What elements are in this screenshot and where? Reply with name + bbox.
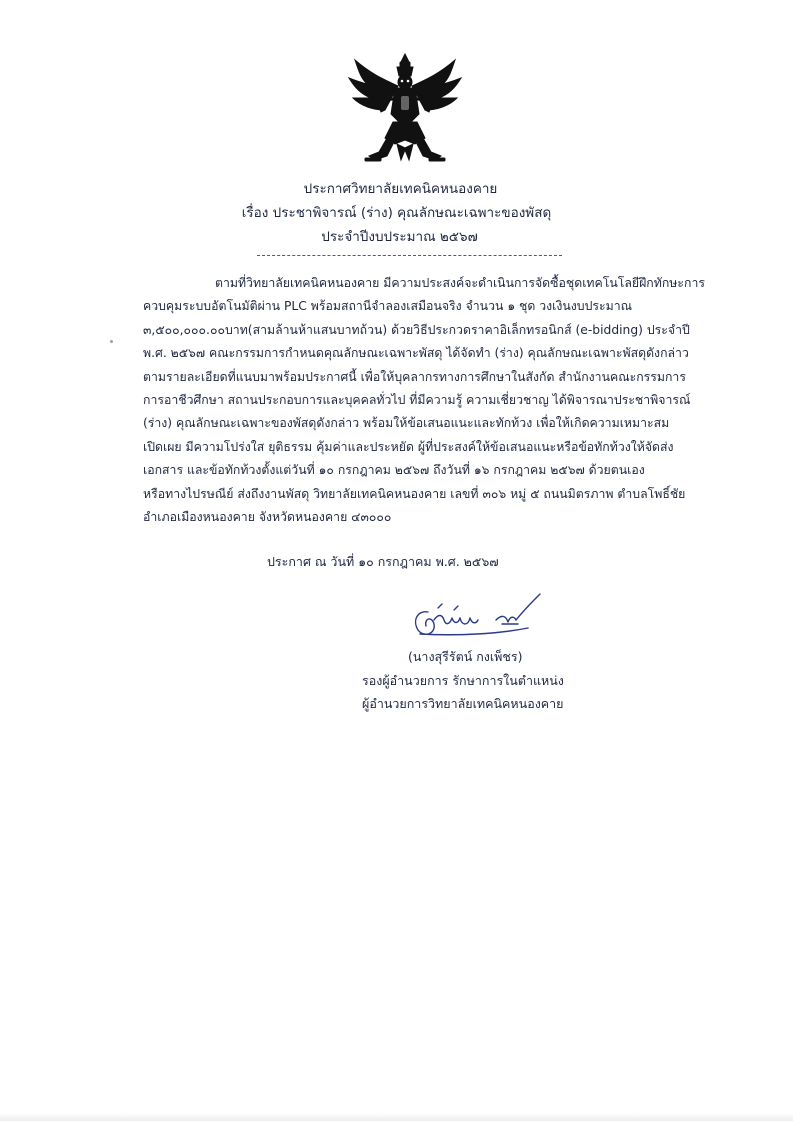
body-line: ตามรายละเอียดที่แนบมาพร้อมประกาศนี้ เพื่อให้บุคลากรทางการศึกษาในสังกัด สำนักงานคณะกรรมการ <box>143 369 686 384</box>
subject-line: เรื่อง ประชาพิจารณ์ (ร่าง) คุณลักษณะเฉพาะของพัสดุ <box>241 205 552 221</box>
body-line: การอาชีวศึกษา สถานประกอบการและบุคคลทั่วไป ที่มีความรู้ ความเชี่ยวชาญ ได้พิจารณาประชาพิจารณ์ <box>143 393 691 408</box>
body-line: หรือทางไปรษณีย์ ส่งถึงงานพัสดุ วิทยาลัยเทคนิคหนองคาย เลขที่ ๓๐๖ หมู่ ๕ ถนนมิตรภาพ ตำบลโพธิ์ชัย <box>143 486 686 501</box>
body-line: เปิดเผย มีความโปร่งใส ยุติธรรม คุ้มค่าและประหยัด ผู้ที่ประสงค์ให้ข้อเสนอแนะหรือข้อทักท้วงให้จัดส่ง <box>143 439 674 454</box>
issuer-title: ประกาศวิทยาลัยเทคนิคหนองคาย <box>303 181 498 197</box>
body-line: พ.ศ. ๒๕๖๗ คณะกรรมการกำหนดคุณลักษณะเฉพาะพัสดุ ได้จัดทำ (ร่าง) คุณลักษณะเฉพาะพัสดุดังกล่าว <box>143 346 689 361</box>
announcement-header <box>0 177 793 249</box>
scan-speck <box>110 340 113 343</box>
body-line: เอกสาร และข้อทักท้วงตั้งแต่วันที่ ๑๐ กรกฎาคม ๒๕๖๗ ถึงวันที่ ๑๖ กรกฎาคม ๒๕๖๗ ด้วยตนเอง <box>143 463 645 478</box>
header-divider <box>257 255 562 256</box>
handwritten-signature-icon <box>398 590 548 648</box>
body-line: อำเภอเมืองหนองคาย จังหวัดหนองคาย ๔๓๐๐๐ <box>143 510 392 525</box>
body-line: (ร่าง) คุณลักษณะเฉพาะของพัสดุดังกล่าว พร้อมให้ข้อเสนอแนะและทักท้วง เพื่อให้เกิดความเหมาะสม <box>143 416 670 431</box>
announcement-body <box>143 272 723 529</box>
signer-position: ผู้อำนวยการวิทยาลัยเทคนิคหนองคาย <box>362 696 564 711</box>
signer-block <box>330 645 650 716</box>
body-line: ตามที่วิทยาลัยเทคนิคหนองคาย มีความประสงค์จะดำเนินการจัดซื้อชุดเทคโนโลยีฝึกทักษะการ <box>215 276 705 290</box>
announcement-date: ประกาศ ณ วันที่ ๑๐ กรกฎาคม พ.ศ. ๒๕๖๗ <box>267 554 499 569</box>
body-line: ควบคุมระบบอัตโนมัติผ่าน PLC พร้อมสถานีจำลองเสมือนจริง จำนวน ๑ ชุด วงเงินงบประมาณ <box>143 299 633 314</box>
signer-position: รองผู้อำนวยการ รักษาการในตำแหน่ง <box>362 672 564 688</box>
body-line: ๓,๕๐๐,๐๐๐.๐๐บาท(สามล้านห้าแสนบาทถ้วน) ด้วยวิธีประกวดราคาอิเล็กทรอนิกส์ (e-bidding) ประจำปี <box>143 322 690 337</box>
signer-name: (นางสุรีรัตน์ กงเพ็ชร) <box>408 649 523 664</box>
garuda-emblem-icon <box>345 52 465 164</box>
scan-edge <box>0 1113 793 1121</box>
fiscal-year-line: ประจำปีงบประมาณ ๒๕๖๗ <box>321 229 478 245</box>
